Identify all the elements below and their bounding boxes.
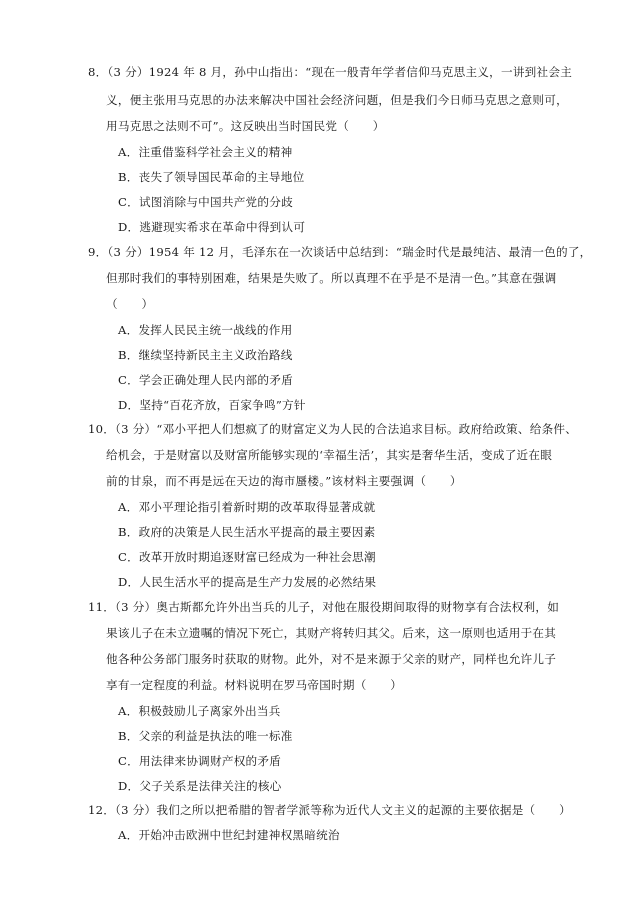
question-9-line-1: 9．（3 分）1954 年 12 月，毛泽东在一次谈话中总结到：“瑞金时代是最纯洁、最清一色的了，: [88, 245, 592, 259]
question-10-line-3: 前的甘泉，而不再是远在天边的海市蜃楼。”该材料主要强调（ ）: [106, 474, 462, 488]
question-8-option-a: A．注重借鉴科学社会主义的精神: [118, 145, 293, 159]
question-8-line-3: 用马克思之法则不可”。这反映出当时国民党（ ）: [106, 119, 385, 133]
question-10-option-a: A．邓小平理论指引着新时期的改革取得显著成就: [118, 500, 376, 514]
question-11-option-d: D．父子关系是法律关注的核心: [118, 779, 282, 793]
question-9-option-d: D．坚持“百花齐放，百家争鸣”方针: [118, 398, 306, 412]
question-10-option-d: D．人民生活水平的提高是生产力发展的必然结果: [118, 575, 377, 589]
question-10-line-1: 10．（3 分）“邓小平把人们想疯了的财富定义为人民的合法追求目标。政府给政策、给条件、: [88, 422, 578, 436]
question-11-line-1: 11．（3 分）奥古斯都允许外出当兵的儿子，对他在服役期间取得的财物享有合法权利，如: [88, 600, 560, 614]
question-10-option-c: C．改革开放时期追逐财富已经成为一种社会思潮: [118, 550, 376, 564]
question-11-option-c: C．用法律来协调财产权的矛盾: [118, 754, 282, 768]
question-10-line-2: 给机会，于是财富以及财富所能够实现的‘幸福生活’，其实是奢华生活，变成了近在眼: [106, 448, 553, 462]
question-9-line-2: 但那时我们的事特别困难，结果是失败了。所以真理不在乎是不是清一色。”其意在强调: [106, 271, 557, 285]
question-12-option-a: A．开始冲击欧洲中世纪封建神权黑暗统治: [118, 828, 340, 842]
question-9-option-c: C．学会正确处理人民内部的矛盾: [118, 373, 293, 387]
question-8-line-2: 义，便主张用马克思的办法来解决中国社会经济问题，但是我们今日师马克思之意则可，: [106, 93, 568, 107]
question-8-option-c: C．试图消除与中国共产党的分歧: [118, 195, 293, 209]
question-11-option-b: B．父亲的利益是执法的唯一标准: [118, 729, 293, 743]
question-11-line-3: 他各种公务部门服务时获取的财物。此外，对不是来源于父亲的财产，同样也允许儿子: [106, 652, 557, 666]
question-9-line-3: （ ）: [106, 297, 154, 311]
question-9-option-b: B．继续坚持新民主主义政治路线: [118, 348, 293, 362]
question-10-option-b: B．政府的决策是人民生活水平提高的最主要因素: [118, 525, 376, 539]
question-8-option-b: B．丧失了领导国民革命的主导地位: [118, 170, 305, 184]
question-8-line-1: 8．（3 分）1924 年 8 月，孙中山指出：“现在一般青年学者信仰马克思主义，一讲到社会主: [88, 65, 573, 79]
question-9-option-a: A．发挥人民民主统一战线的作用: [118, 323, 293, 337]
question-11-option-a: A．积极鼓励儿子离家外出当兵: [118, 704, 281, 718]
question-11-line-2: 果该儿子在未立遗嘱的情况下死亡，其财产将转归其父。后来，这一原则也适用于在其: [106, 626, 557, 640]
question-8-option-d: D．逃避现实希求在革命中得到认可: [118, 220, 306, 234]
question-11-line-4: 享有一定程度的利益。材料说明在罗马帝国时期（ ）: [106, 678, 403, 692]
question-12-line-1: 12．（3 分）我们之所以把希腊的智者学派等称为近代人文主义的起源的主要依据是（ ）: [88, 803, 571, 817]
